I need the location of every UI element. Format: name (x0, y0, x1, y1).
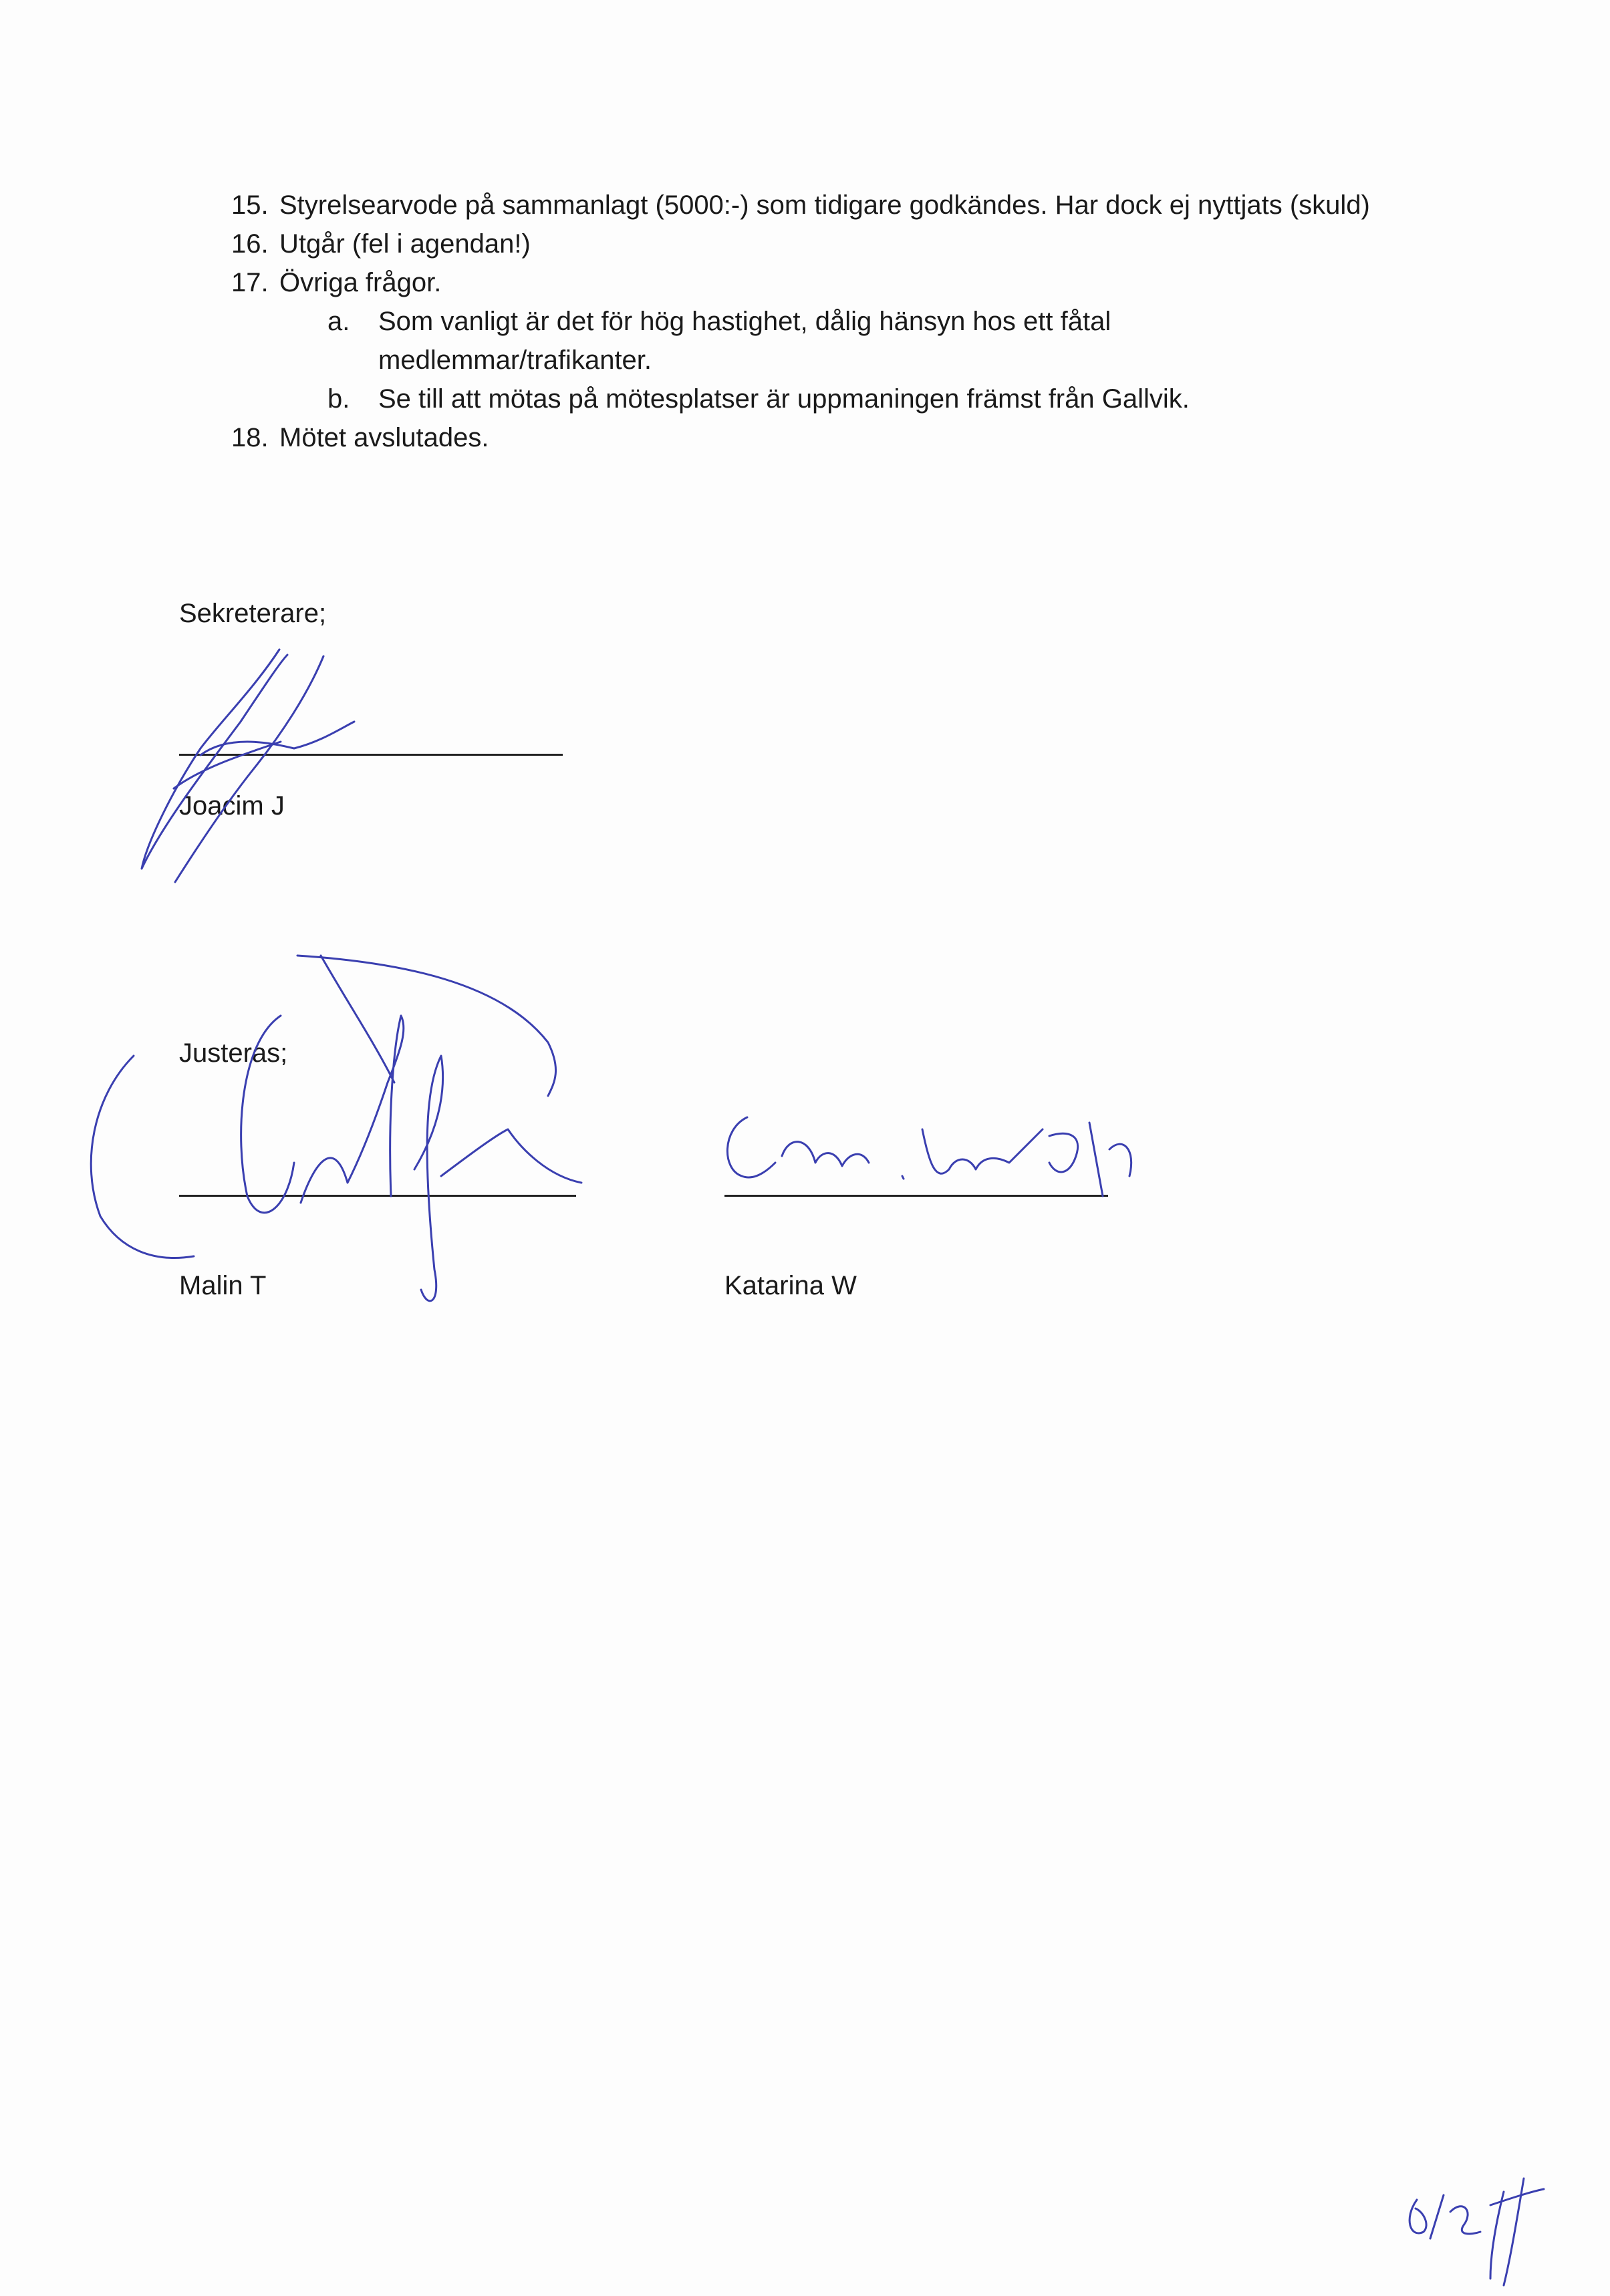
agenda-text: Övriga frågor. (279, 268, 442, 297)
secretary-name: Joacim J (179, 791, 285, 821)
agenda-number: 15. (231, 190, 269, 220)
subitem-letter: a. (327, 307, 350, 336)
subitem-letter: b. (327, 384, 350, 414)
adjuster1-signature-scribble (91, 956, 581, 1301)
agenda-text: Utgår (fel i agendan!) (279, 229, 531, 259)
secretary-signature-scribble (142, 650, 354, 882)
adjuster1-name: Malin T (179, 1271, 267, 1300)
agenda-number: 17. (231, 268, 269, 297)
agenda-number: 16. (231, 229, 269, 259)
adjuster2-name: Katarina W (724, 1271, 857, 1300)
page-mark-scribble (1410, 2178, 1544, 2285)
secretary-label: Sekreterare; (179, 599, 327, 628)
agenda-text: Styrelsearvode på sammanlagt (5000:-) som tidigare godkändes. Har dock ej nyttjats (skuld) (279, 190, 1370, 220)
adjust-label: Justeras; (179, 1038, 288, 1068)
subitem-text: Som vanligt är det för hög hastighet, dålig hänsyn hos ett fåtal medlemmar/trafikanter. (378, 307, 1111, 375)
subitem-text: Se till att mötas på mötesplatser är uppmaningen främst från Gallvik. (378, 384, 1190, 414)
agenda-number: 18. (231, 423, 269, 452)
adjuster2-signature-scribble (727, 1117, 1131, 1196)
agenda-text: Mötet avslutades. (279, 423, 489, 452)
